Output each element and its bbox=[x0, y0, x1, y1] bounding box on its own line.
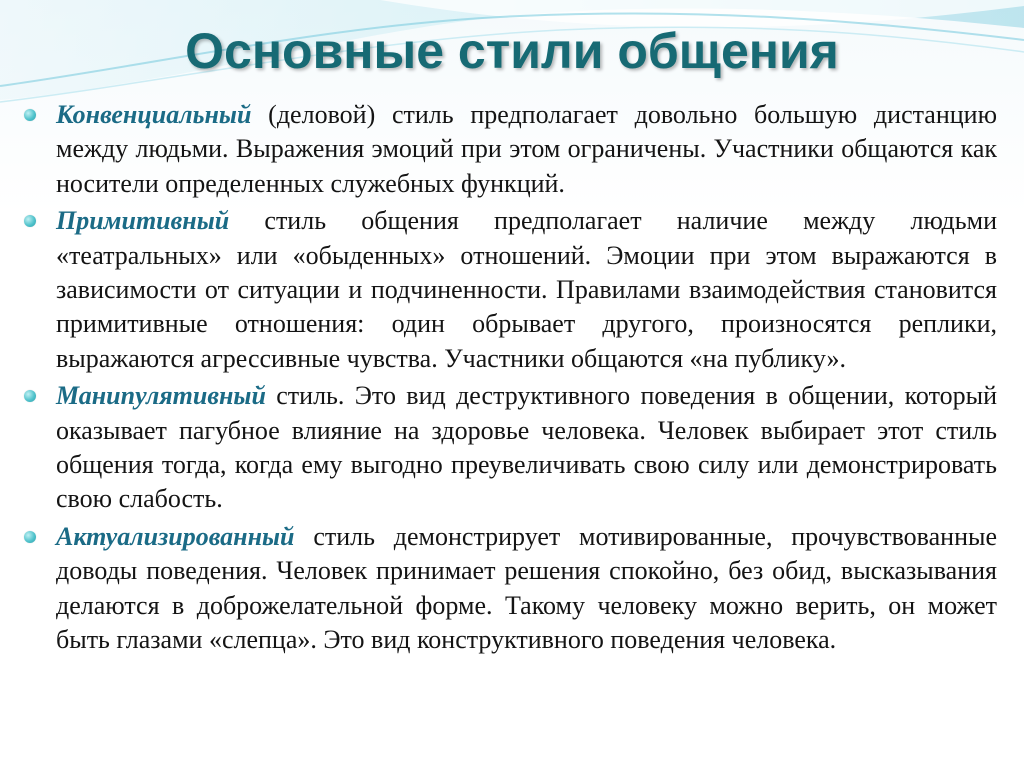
bullet-icon bbox=[24, 390, 36, 402]
item-text: стиль. Это вид деструктивного поведения в общении, который оказывает пагубное влияние на здоровье человека. Человек выбирает этот стиль общения тогда, когда ему выгодно преувеличивать свою силу или демонстрировать свою слабость. bbox=[56, 381, 997, 514]
page-title: Основные стили общения bbox=[185, 23, 839, 79]
term-label: Примитивный bbox=[56, 206, 230, 236]
term-label: Манипулятивный bbox=[56, 381, 266, 411]
bullet-icon bbox=[24, 215, 36, 227]
item-text: (деловой) стиль предполагает довольно большую дистанцию между людьми. Выражения эмоций при этом ограничены. Участники общаются как носители определенных служебных функций. bbox=[56, 100, 997, 198]
item-text: стиль общения предполагает наличие между людьми «театральных» или «обыденных» отношений. Эмоции при этом выражаются в зависимости от ситуации и подчиненности. Правилами взаимодействия становится примитивные отношения: один обрывает другого, произносятся реплики, выражаются агрессивные чувства. Участники общаются «на публику». bbox=[56, 206, 997, 373]
bullet-icon bbox=[24, 531, 36, 543]
term-label: Конвенциальный bbox=[56, 100, 252, 129]
bullet-list bbox=[22, 98, 997, 661]
item-text: стиль демонстрирует мотивированные, прочувствованные доводы поведения. Человек принимает решения спокойно, без обид, высказывания делаются в доброжелательной форме. Такому человеку можно верить, он может быть глазами «слепца». Это вид конструктивного поведения человека. bbox=[56, 521, 997, 655]
list-item-primitive bbox=[22, 204, 997, 376]
bullet-icon bbox=[24, 109, 36, 121]
list-item-actualized bbox=[22, 520, 997, 658]
list-item-manipulative bbox=[22, 379, 997, 517]
term-label: Актуализированный bbox=[56, 521, 295, 551]
list-item-conventional bbox=[22, 98, 997, 201]
